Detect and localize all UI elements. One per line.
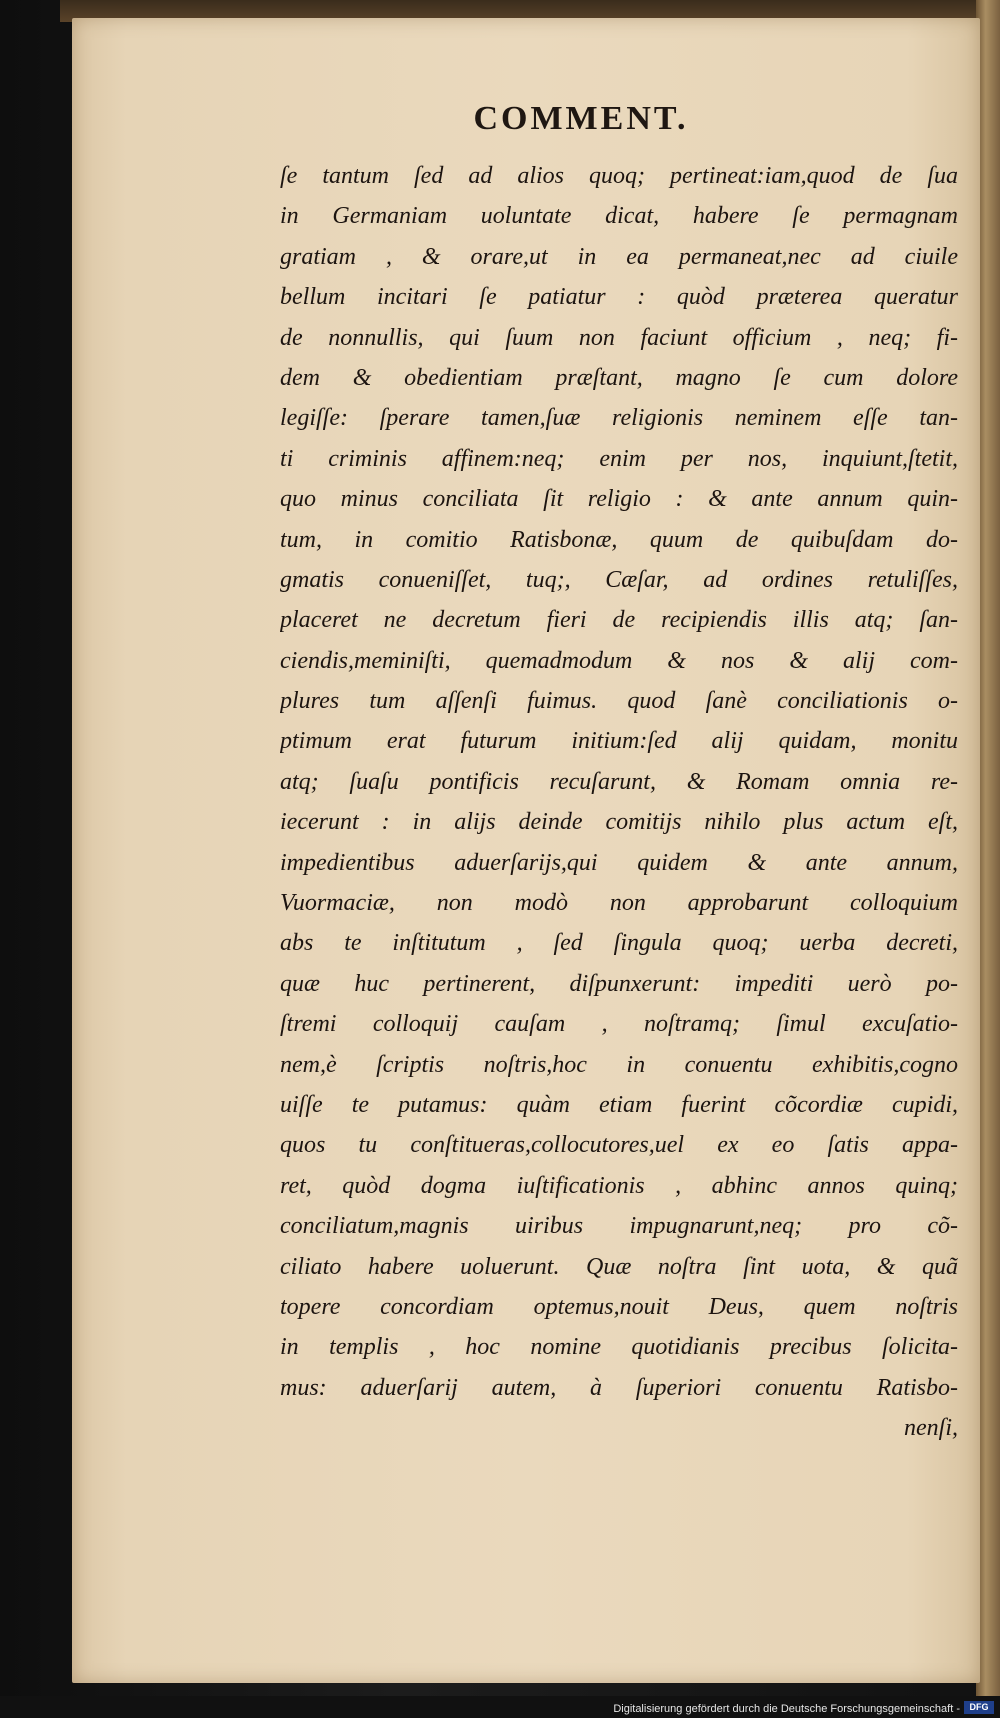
text-line: gmatis conueniſſet, tuq;, Cæſar, ad ordines retuliſſes,: [280, 566, 958, 593]
catchword: nenſi,: [904, 1415, 958, 1442]
text-line: quo minus conciliata ſit religio : & ante annum quin-: [280, 486, 958, 513]
text-line: iecerunt : in alijs deinde comitijs nihilo plus actum eſt,: [280, 809, 958, 836]
text-line: quos tu conſtitueras,collocutores,uel ex eo ſatis appa-: [280, 1132, 958, 1159]
text-line: uiſſe te putamus: quàm etiam fuerint cõcordiæ cupidi,: [280, 1091, 958, 1118]
book-page: [72, 18, 980, 1683]
text-line: ret, quòd dogma iuſtificationis , abhinc annos quinq;: [280, 1172, 958, 1199]
text-line: ſtremi colloquij cauſam , noſtramq; ſimul excuſatio-: [280, 1011, 958, 1038]
text-line: legiſſe: ſperare tamen,ſuæ religionis neminem eſſe tan-: [280, 405, 958, 432]
text-line: ciliato habere uoluerunt. Quæ noſtra ſint uota, & quã: [280, 1253, 958, 1280]
text-line: quæ huc pertinerent, diſpunxerunt: impediti uerò po-: [280, 970, 958, 997]
text-line: in templis , hoc nomine quotidianis precibus ſolicita-: [280, 1334, 958, 1361]
text-line: ciendis,meminiſti, quemadmodum & nos & alij com-: [280, 647, 958, 674]
funding-credit: Digitalisierung gefördert durch die Deutsche Forschungsgemeinschaft -: [613, 1703, 960, 1715]
text-line: nem,è ſcriptis noſtris,hoc in conuentu exhibitis,cogno: [280, 1051, 958, 1078]
text-line: Vuormaciæ, non modò non approbarunt colloquium: [280, 890, 958, 917]
footer-bar: [0, 1696, 1000, 1718]
running-head: COMMENT.: [473, 100, 689, 137]
text-line: ptimum erat futurum initium:ſed alij quidam, monitu: [280, 728, 958, 755]
text-line: ti criminis affinem:neq; enim per nos, inquiunt,ſtetit,: [280, 445, 958, 472]
text-line: abs te inſtitutum , ſed ſingula quoq; uerba decreti,: [280, 930, 958, 957]
text-line: mus: aduerſarij autem, à ſuperiori conuentu Ratisbo-: [280, 1374, 958, 1401]
text-line: ſe tantum ſed ad alios quoq; pertineat:iam,quod de ſua: [280, 163, 958, 189]
text-line: dem & obedientiam præſtant, magno ſe cum dolore: [280, 364, 958, 391]
text-line: gratiam , & orare,ut in ea permaneat,nec ad ciuile: [280, 243, 958, 270]
text-line: de nonnullis, qui ſuum non faciunt officium , neq; fi-: [280, 324, 958, 351]
dfg-logo: DFG: [964, 1701, 994, 1714]
text-line: placeret ne decretum fieri de recipiendis illis atq; ſan-: [280, 607, 958, 634]
text-line: atq; ſuaſu pontificis recuſarunt, & Romam omnia re-: [280, 768, 958, 795]
text-line: impedientibus aduerſarijs,qui quidem & ante annum,: [280, 849, 958, 876]
text-line: in Germaniam uoluntate dicat, habere ſe permagnam: [280, 203, 958, 230]
text-line: plures tum aſſenſi fuimus. quod ſanè conciliationis o-: [280, 688, 958, 715]
text-line: tum, in comitio Ratisbonæ, quum de quibuſdam do-: [280, 526, 958, 553]
body-text: [280, 156, 958, 1449]
text-line: conciliatum,magnis uiribus impugnarunt,neq; pro cõ-: [280, 1213, 958, 1240]
text-line: bellum incitari ſe patiatur : quòd præterea queratur: [280, 284, 958, 311]
text-line: topere concordiam optemus,nouit Deus, quem noſtris: [280, 1293, 958, 1320]
